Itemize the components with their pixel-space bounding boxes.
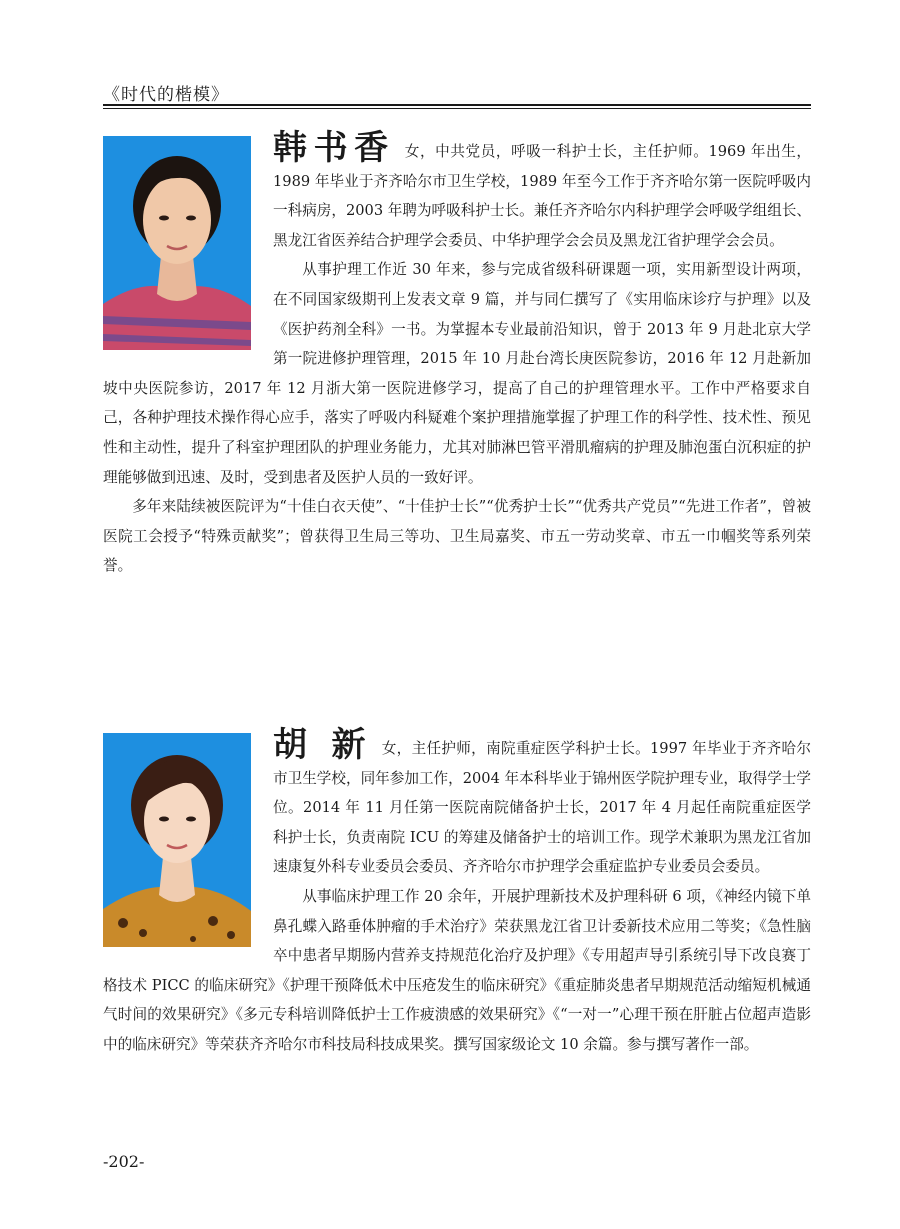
profile-1 <box>103 128 812 581</box>
profile-1-name: 韩书香 <box>273 128 395 168</box>
profile-2 <box>103 725 811 1060</box>
running-header: 《时代的楷模》 <box>103 85 229 105</box>
page-number: -202- <box>103 1152 145 1171</box>
profile-1-paragraph-2: 从事护理工作近 30 年来，参与完成省级科研课题一项，实用新型设计两项，在不同国家级期刊上发表文章 9 篇，并与同仁撰写了《实用临床诊疗与护理》以及《医护药剂全科》一书。为掌握本专业最前沿知识，曾于 2013 年 9 月赴北京大学第一院进修护理管理，2015 年 10 月赴台湾长庚医院参访，2016 年 12 月赴新加坡中央医院参访，2017 年 12 月浙大第一医院进修学习，提高了自己的护理管理水平。工作中严格要求自己，各种护理技术操作得心应手，落实了呼吸内科疑难个案护理措施掌握了护理工作的科学性、技术性、预见性和主动性，提升了科室护理团队的护理业务能力，尤其对肺淋巴管平滑肌瘤病的护理及肺泡蛋白沉积症的护理能够做到迅速、及时，受到患者及医护人员的一致好评。 <box>103 261 811 486</box>
profile-2-paragraph-1: 女，主任护师，南院重症医学科护士长。1997 年毕业于齐齐哈尔市卫生学校，同年参加工作，2004 年本科毕业于锦州医学院护理专业，取得学士学位。2014 年 11 月任第一医院南院储备护士长，2017 年 4 月起任南院重症医学科护士长，负责南院 ICU 的筹建及储备护士的培训工作。现学术兼职为黑龙江省加速康复外科专业委员会委员、齐齐哈尔市护理学会重症监护专业委员会委员。 <box>273 740 811 876</box>
profile-1-paragraph-3: 多年来陆续被医院评为“十佳白衣天使”、“十佳护士长”“优秀护士长”“优秀共产党员”“先进工作者”，曾被医院工会授予“特殊贡献奖”；曾获得卫生局三等功、卫生局嘉奖、市五一劳动奖章、市五一巾帼奖等系列荣誉。 <box>103 498 811 575</box>
profile-2-name: 胡 新 <box>273 725 372 765</box>
profile-1-paragraph-1: 女，中共党员，呼吸一科护士长，主任护师。1969 年出生，1989 年毕业于齐齐哈尔市卫生学校，1989 年至今工作于齐齐哈尔第一医院呼吸内一科病房，2003 年聘为呼吸科护士长。兼任齐齐哈尔内科护理学会呼吸学组组长、黑龙江省医养结合护理学会委员、中华护理学会会员及黑龙江省护理学会会员。 <box>273 143 812 249</box>
profile-2-paragraph-2: 从事临床护理工作 20 余年，开展护理新技术及护理科研 6 项，《神经内镜下单鼻孔蝶入路垂体肿瘤的手术治疗》荣获黑龙江省卫计委新技术应用二等奖；《急性脑卒中患者早期肠内营养支持规范化治疗及护理》《专用超声导引系统引导下改良赛丁格技术 PICC 的临床研究》《护理干预降低术中压疮发生的临床研究》《重症肺炎患者早期规范活动缩短机械通气时间的效果研究》《多元专科培训降低护士工作疲溃感的效果研究》《“一对一”心理干预在肝脏占位超声造影中的临床研究》等荣获齐齐哈尔市科技局科技成果奖。撰写国家级论文 10 余篇。参与撰写著作一部。 <box>103 887 811 1053</box>
header-rule-thin <box>103 108 811 109</box>
header-rule <box>103 104 811 106</box>
